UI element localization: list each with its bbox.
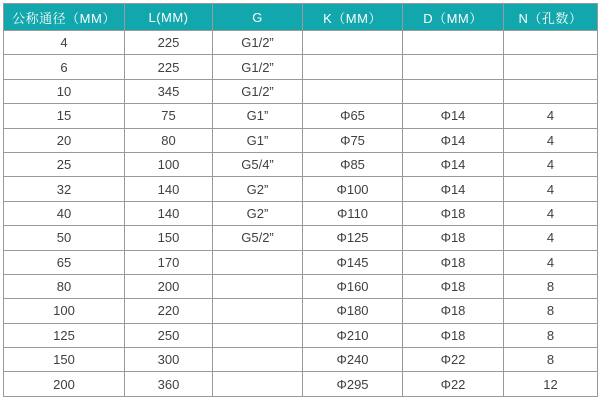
- table-row: [4, 201, 598, 225]
- table-cell-l-mm: 170: [125, 250, 213, 274]
- table-cell-d-mm: [403, 79, 504, 103]
- table-cell-n-holes: 8: [504, 274, 598, 298]
- table-header: [4, 4, 598, 31]
- table-cell-g: [213, 323, 303, 347]
- table-cell-nominal-diameter-mm: 40: [4, 201, 125, 225]
- column-header-d-mm: D（MM）: [403, 4, 504, 31]
- table-cell-nominal-diameter-mm: 80: [4, 274, 125, 298]
- table-cell-nominal-diameter-mm: 4: [4, 31, 125, 55]
- table-cell-l-mm: 150: [125, 226, 213, 250]
- table-cell-n-holes: 8: [504, 323, 598, 347]
- table-cell-d-mm: Φ18: [403, 274, 504, 298]
- table-cell-nominal-diameter-mm: 15: [4, 104, 125, 128]
- table-cell-d-mm: Φ18: [403, 226, 504, 250]
- table-cell-n-holes: 4: [504, 152, 598, 176]
- table-cell-n-holes: [504, 79, 598, 103]
- table-cell-l-mm: 200: [125, 274, 213, 298]
- table-cell-k-mm: Φ65: [303, 104, 403, 128]
- table-row: [4, 274, 598, 298]
- table-row: [4, 323, 598, 347]
- table-cell-n-holes: [504, 31, 598, 55]
- table-row: [4, 226, 598, 250]
- table-cell-nominal-diameter-mm: 25: [4, 152, 125, 176]
- table-cell-nominal-diameter-mm: 6: [4, 55, 125, 79]
- table-cell-g: [213, 372, 303, 397]
- table-cell-g: G2”: [213, 177, 303, 201]
- table-cell-nominal-diameter-mm: 125: [4, 323, 125, 347]
- table-cell-l-mm: 300: [125, 348, 213, 372]
- table-row: [4, 372, 598, 397]
- table-cell-g: G1”: [213, 104, 303, 128]
- table-row: [4, 79, 598, 103]
- table-cell-k-mm: [303, 55, 403, 79]
- table-row: [4, 250, 598, 274]
- table-row: [4, 128, 598, 152]
- table-cell-n-holes: 4: [504, 226, 598, 250]
- table-cell-k-mm: Φ145: [303, 250, 403, 274]
- table-cell-g: [213, 274, 303, 298]
- table-row: [4, 104, 598, 128]
- table-cell-d-mm: [403, 31, 504, 55]
- table-cell-n-holes: 4: [504, 201, 598, 225]
- table-cell-d-mm: Φ18: [403, 299, 504, 323]
- table-cell-d-mm: Φ14: [403, 104, 504, 128]
- table-cell-d-mm: Φ18: [403, 201, 504, 225]
- table-cell-n-holes: 8: [504, 348, 598, 372]
- table-cell-g: [213, 348, 303, 372]
- table-row: [4, 152, 598, 176]
- table-cell-l-mm: 220: [125, 299, 213, 323]
- table-cell-d-mm: Φ18: [403, 323, 504, 347]
- column-header-nominal-diameter-mm: 公称通径（MM）: [4, 4, 125, 31]
- table-cell-n-holes: 12: [504, 372, 598, 397]
- table-cell-d-mm: Φ14: [403, 177, 504, 201]
- table-cell-k-mm: Φ100: [303, 177, 403, 201]
- table-cell-k-mm: Φ110: [303, 201, 403, 225]
- table-cell-n-holes: 4: [504, 128, 598, 152]
- table-cell-g: [213, 250, 303, 274]
- table-cell-k-mm: Φ240: [303, 348, 403, 372]
- table-cell-d-mm: Φ14: [403, 152, 504, 176]
- table-cell-l-mm: 250: [125, 323, 213, 347]
- table-cell-d-mm: Φ18: [403, 250, 504, 274]
- table-cell-nominal-diameter-mm: 32: [4, 177, 125, 201]
- table-cell-g: [213, 299, 303, 323]
- table-cell-n-holes: 8: [504, 299, 598, 323]
- dimension-spec-table: [3, 3, 598, 397]
- table-cell-nominal-diameter-mm: 100: [4, 299, 125, 323]
- table-cell-l-mm: 80: [125, 128, 213, 152]
- table-cell-nominal-diameter-mm: 20: [4, 128, 125, 152]
- table-cell-d-mm: [403, 55, 504, 79]
- table-cell-k-mm: Φ85: [303, 152, 403, 176]
- table-cell-g: G1/2”: [213, 55, 303, 79]
- table-header-row: [4, 4, 598, 31]
- table-cell-n-holes: 4: [504, 177, 598, 201]
- table-cell-l-mm: 345: [125, 79, 213, 103]
- table-cell-g: G5/4”: [213, 152, 303, 176]
- table-cell-k-mm: Φ125: [303, 226, 403, 250]
- table-cell-g: G2”: [213, 201, 303, 225]
- column-header-g: G: [213, 4, 303, 31]
- table-cell-n-holes: 4: [504, 250, 598, 274]
- table-row: [4, 299, 598, 323]
- table-cell-k-mm: [303, 31, 403, 55]
- column-header-k-mm: K（MM）: [303, 4, 403, 31]
- table-cell-nominal-diameter-mm: 10: [4, 79, 125, 103]
- table-cell-l-mm: 140: [125, 177, 213, 201]
- table-row: [4, 31, 598, 55]
- table-cell-nominal-diameter-mm: 200: [4, 372, 125, 397]
- table-cell-g: G5/2”: [213, 226, 303, 250]
- table-cell-k-mm: Φ180: [303, 299, 403, 323]
- table-cell-n-holes: 4: [504, 104, 598, 128]
- table-cell-d-mm: Φ22: [403, 348, 504, 372]
- table-cell-k-mm: Φ210: [303, 323, 403, 347]
- table-row: [4, 55, 598, 79]
- table-cell-l-mm: 100: [125, 152, 213, 176]
- table-cell-l-mm: 225: [125, 55, 213, 79]
- table-cell-k-mm: [303, 79, 403, 103]
- table-cell-d-mm: Φ22: [403, 372, 504, 397]
- column-header-n-holes: N（孔数）: [504, 4, 598, 31]
- table-cell-nominal-diameter-mm: 150: [4, 348, 125, 372]
- table-cell-nominal-diameter-mm: 65: [4, 250, 125, 274]
- table-cell-k-mm: Φ295: [303, 372, 403, 397]
- table-cell-g: G1/2”: [213, 79, 303, 103]
- table-cell-k-mm: Φ75: [303, 128, 403, 152]
- table-cell-d-mm: Φ14: [403, 128, 504, 152]
- table-cell-l-mm: 75: [125, 104, 213, 128]
- table-cell-g: G1”: [213, 128, 303, 152]
- table-row: [4, 177, 598, 201]
- table-cell-n-holes: [504, 55, 598, 79]
- table-cell-g: G1/2”: [213, 31, 303, 55]
- table-cell-l-mm: 225: [125, 31, 213, 55]
- table-cell-l-mm: 140: [125, 201, 213, 225]
- table-cell-k-mm: Φ160: [303, 274, 403, 298]
- table-body: [4, 31, 598, 397]
- table-cell-l-mm: 360: [125, 372, 213, 397]
- column-header-l-mm: L(MM): [125, 4, 213, 31]
- table-cell-nominal-diameter-mm: 50: [4, 226, 125, 250]
- table-row: [4, 348, 598, 372]
